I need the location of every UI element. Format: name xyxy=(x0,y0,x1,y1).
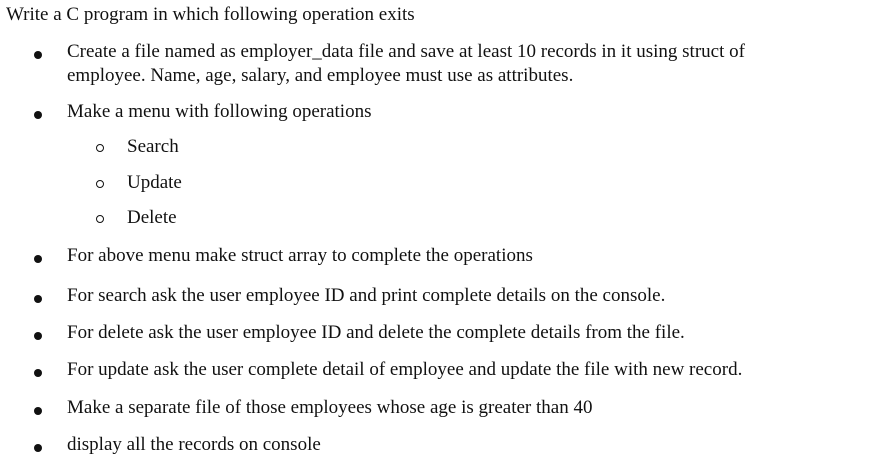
bullet-text: For delete ask the user employee ID and delete the complete details from the file. xyxy=(67,322,685,343)
bullet-text-line-1: Create a file named as employer_data file and save at least 10 records in it using struct of xyxy=(67,41,745,62)
hollow-circle-icon xyxy=(96,215,104,223)
bullet-text: For update ask the user complete detail of employee and update the file with new record. xyxy=(67,359,743,380)
bullet-dot-icon xyxy=(34,444,42,452)
assignment-title: Write a C program in which following operation exits xyxy=(6,4,415,25)
bullet-dot-icon xyxy=(34,255,42,263)
submenu-text: Update xyxy=(127,172,182,193)
bullet-text: For above menu make struct array to complete the operations xyxy=(67,245,533,266)
bullet-dot-icon xyxy=(34,111,42,119)
bullet-text: For search ask the user employee ID and print complete details on the console. xyxy=(67,285,666,306)
bullet-dot-icon xyxy=(34,51,42,59)
bullet-text: display all the records on console xyxy=(67,434,321,455)
bullet-dot-icon xyxy=(34,295,42,303)
bullet-text: Make a menu with following operations xyxy=(67,101,372,122)
bullet-dot-icon xyxy=(34,407,42,415)
bullet-dot-icon xyxy=(34,369,42,377)
bullet-dot-icon xyxy=(34,332,42,340)
bullet-text-line-2: employee. Name, age, salary, and employee must use as attributes. xyxy=(67,65,574,86)
submenu-text: Search xyxy=(127,136,179,157)
hollow-circle-icon xyxy=(96,144,104,152)
hollow-circle-icon xyxy=(96,180,104,188)
bullet-text: Make a separate file of those employees whose age is greater than 40 xyxy=(67,397,593,418)
submenu-text: Delete xyxy=(127,207,177,228)
